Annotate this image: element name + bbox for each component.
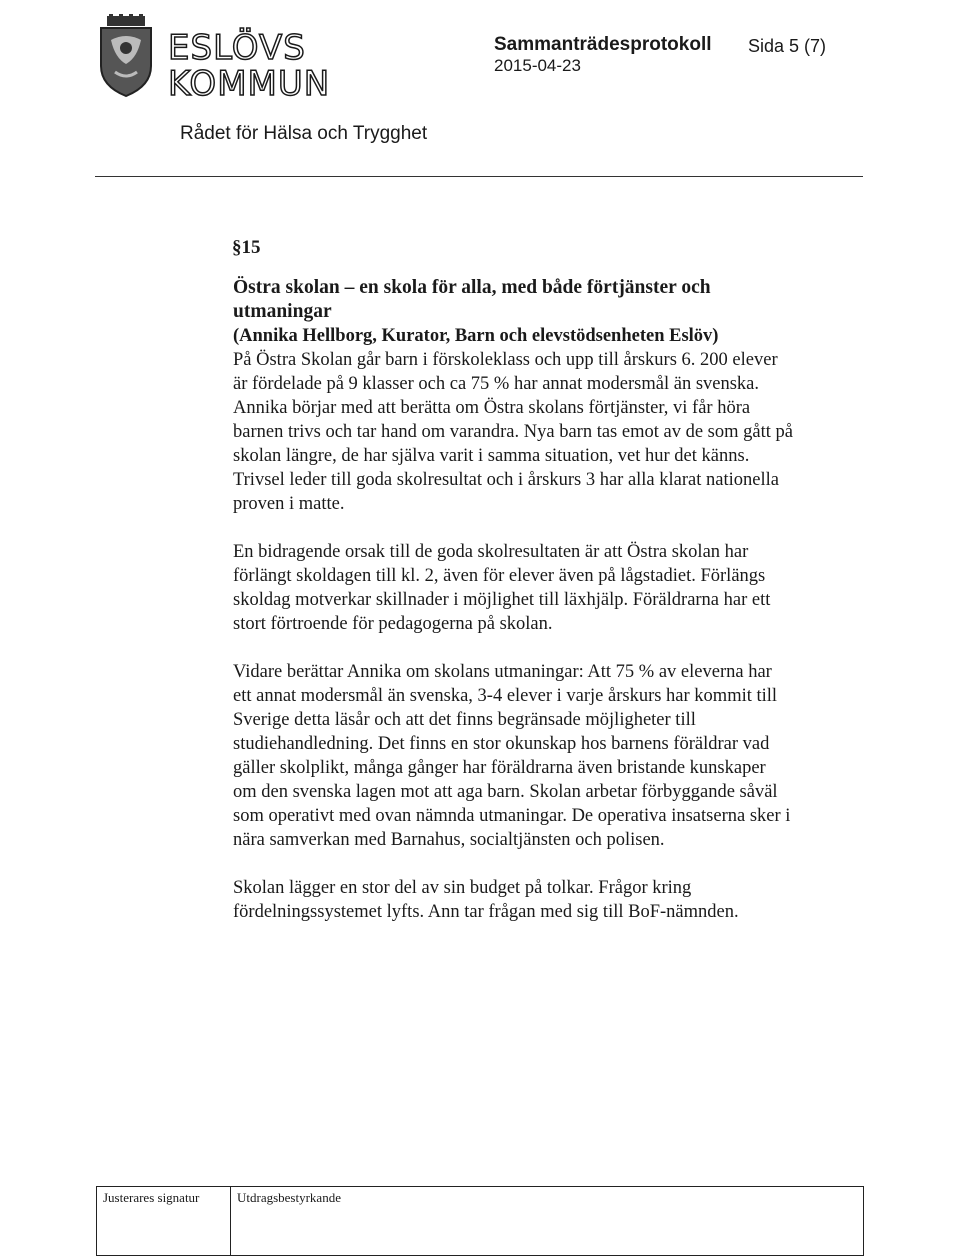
logo-line-1: ESLÖVS [168,28,306,68]
adjuster-signature-field: Justerares signatur [97,1187,231,1255]
document-type: Sammanträdesprotokoll [494,34,712,55]
extract-certification-field: Utdragsbestyrkande [237,1190,341,1205]
logo-line-2: KOMMUN [168,64,331,104]
section-number: §15 [232,237,261,258]
section-content [233,276,793,924]
header-divider [95,176,863,177]
paragraph-4: Skolan lägger en stor del av sin budget på tolkar. Frågor kring fördelningssystemet lyfts. Ann tar frågan med sig till BoF-nämnden. [233,878,739,922]
meeting-date: 2015-04-23 [494,56,581,75]
section-title: Östra skolan – en skola för alla, med både förtjänster och utmaningar [233,277,711,322]
council-name: Rådet för Hälsa och Trygghet [180,123,428,144]
municipality-logo [168,30,330,102]
signature-box [96,1186,864,1256]
paragraph-1: På Östra Skolan går barn i förskoleklass och upp till årskurs 6. 200 elever är fördelade på 9 klasser och ca 75 % har annat modersmål än svenska. Annika börjar med att berätta om Östra skolans förtjänster, vi får höra barnen trivs och tar hand om varandra. Nya barn tas emot av de som gått på skolan längre, de har själva varit i samma situation, vet hur det känns. Trivsel leder till goda skolresultat och i årskurs 3 har alla klarat nationella proven i matte. [233,350,793,514]
municipal-crest-icon [97,14,155,98]
section-presenter: (Annika Hellborg, Kurator, Barn och elevstödsenheten Eslöv) [233,326,719,346]
page-number: Sida 5 (7) [748,36,827,56]
paragraph-3: Vidare berättar Annika om skolans utmaningar: Att 75 % av eleverna har ett annat modersmål än svenska, 3-4 elever i varje årskurs har kommit till Sverige detta läsår och att det finns begränsade möjligheter till studiehandledning. Det finns en stor okunskap hos barnens föräldrar vad gäller skolplikt, många gånger har föräldrarna även bristande kunskaper om den svenska lagen mot att aga barn. Skolan arbetar förbyggande såväl som operativt med ovan nämnda utmaningar. De operativa insatserna sker i nära samverkan med Barnahus, socialtjänsten och polisen. [233,662,791,850]
paragraph-2: En bidragende orsak till de goda skolresultaten är att Östra skolan har förlängt skoldagen till kl. 2, även för elever även på lågstadiet. Förlängs skoldag motverkar skillnader i möjlighet till läxhjälp. Föräldrarna har ett stort förtroende för pedagogerna på skolan. [233,542,771,634]
